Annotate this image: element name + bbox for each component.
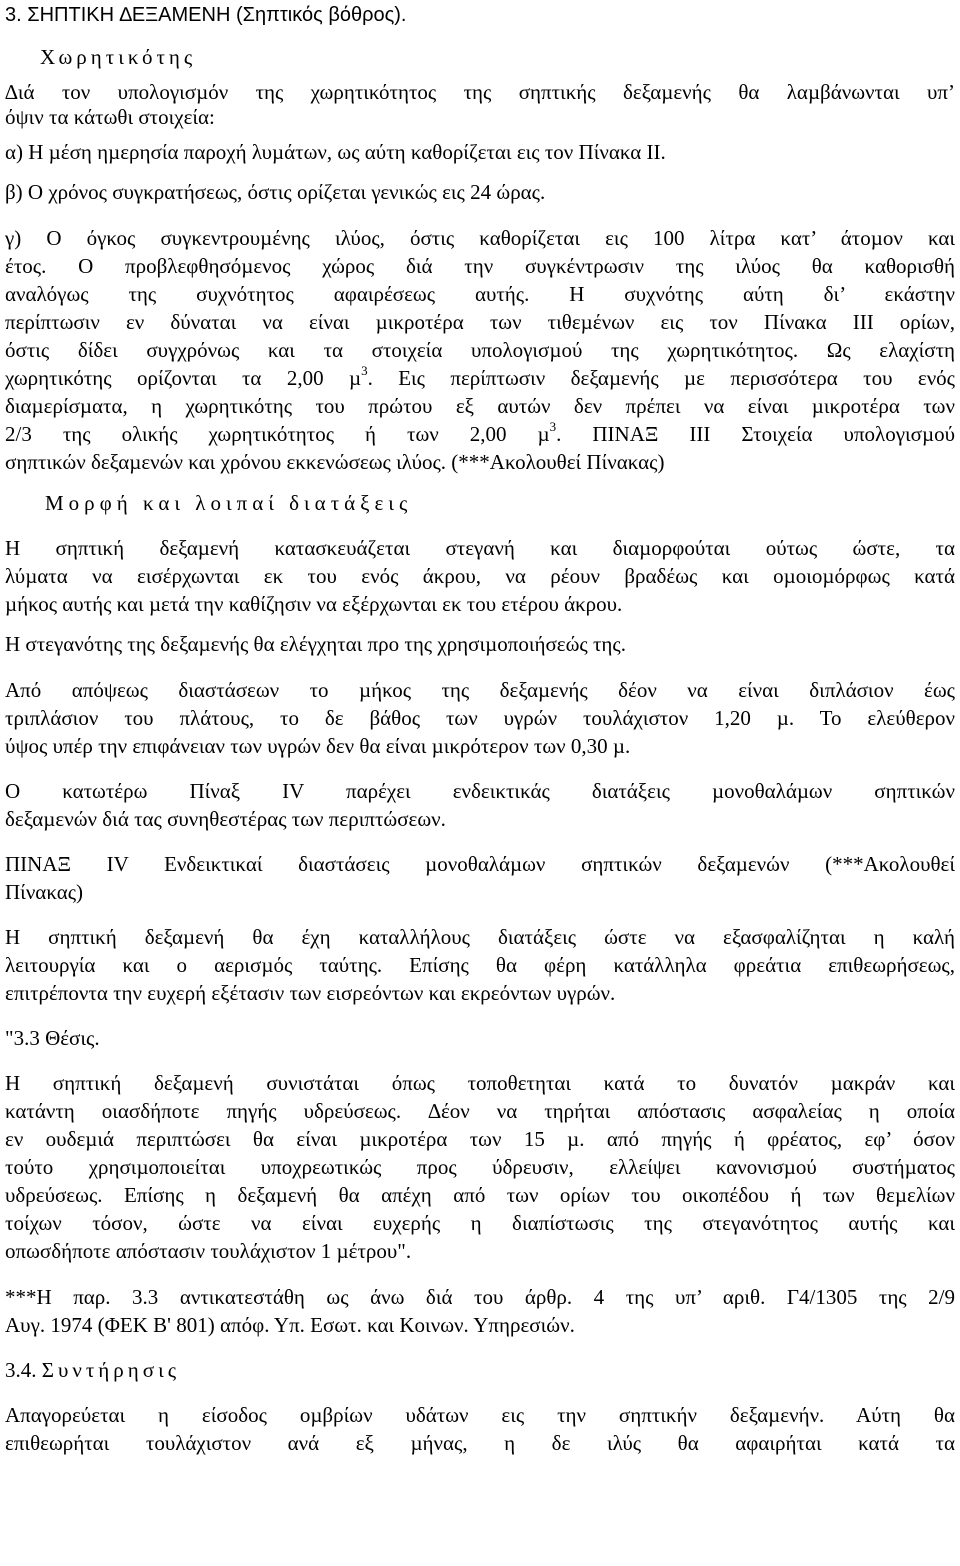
text-run: 2/3 της ολικής χωρητικότητος ή των 2,00 µ — [5, 422, 550, 446]
list-item-c-line: περίπτωσιν εν δύναται να είναι µικροτέρα των τιθεµένων εις τον Πίνακα ΙΙΙ ορίων, — [5, 310, 955, 334]
paragraph-line: όψιν τα κάτωθι στοιχεία: — [5, 105, 215, 129]
list-item-c-line: διαµερίσµατα, η χωρητικότης του πρώτου εξ αυτών δεν πρέπει να είναι µικροτέρα των — [5, 394, 955, 418]
paragraph-line: Η στεγανότης της δεξαµενής θα ελέγχηται προ της χρησιµοποιήσεώς της. — [5, 632, 626, 656]
list-item-c-line: έτος. Ο προβλεφθησόµενος χώρος διά την συγκέντρωσιν της ιλύος θα καθορισθή — [5, 254, 955, 278]
paragraph-line: µήκος αυτής και µετά την καθίζησιν να εξέρχωνται εκ του ετέρου άκρου. — [5, 592, 623, 616]
paragraph-line: Η σηπτική δεξαµενή συνιστάται όπως τοποθετηται κατά το δυνατόν µακράν και — [5, 1071, 955, 1095]
paragraph-line: δεξαµενών διά τας συνηθεστέρας των περιπτώσεων. — [5, 807, 446, 831]
table-caption-line: ΠΙΝΑΞ ΙV Ενδεικτικαί διαστάσεις µονοθαλάµων σηπτικών δεξαµενών (***Ακολουθεί — [5, 852, 955, 876]
list-item-a: α) Η µέση ηµερησία παροχή λυµάτων, ως αύτη καθορίζεται εις τον Πίνακα ΙΙ. — [5, 140, 666, 164]
maintenance-heading — [5, 1357, 955, 1383]
superscript: 3 — [549, 419, 557, 434]
paragraph-line: ∆ιά τον υπολογισµόν της χωρητικότητος της σηπτικής δεξαµενής θα λαµβάνωνται υπ’ — [5, 80, 955, 104]
paragraph-line: Ο κατωτέρω Πίναξ ΙV παρέχει ενδεικτικάς διατάξεις µονοθαλάµων σηπτικών — [5, 779, 955, 803]
text-run: χωρητικότης ορίζονται τα 2,00 µ — [5, 366, 362, 390]
maintenance-title: Συντήρησις — [41, 1358, 181, 1382]
paragraph-line: εν ουδεµιά περιπτώσει θα είναι µικροτέρα των 15 µ. από πηγής ή φρέατος, εφ’ όσον — [5, 1127, 955, 1151]
list-item-b: β) Ο χρόνος συγκρατήσεως, όστις ορίζεται γενικώς εις 24 ώρας. — [5, 180, 546, 204]
paragraph-line: κατάντη οιασδήποτε πηγής υδρεύσεως. ∆έον να τηρήται απόστασις ασφαλείας η οποία — [5, 1099, 955, 1123]
paragraph-line: επιτρέποντα την ευχερή εξέτασιν των εισρεόντων και εκρεόντων υγρών. — [5, 981, 616, 1005]
paragraph-line: λειτουργία και ο αερισµός ταύτης. Επίσης θα φέρη κατάλληλα φρεάτια επιθεωρήσεως, — [5, 953, 955, 977]
list-item-c-line — [5, 421, 955, 447]
paragraph-line: Απαγορεύεται η είσοδος οµβρίων υδάτων εις την σηπτικήν δεξαµενήν. Αύτη θα — [5, 1403, 955, 1427]
paragraph-line: τοίχων τόσον, ώστε να είναι ευχερής η διαπίστωσις της στεγανότητος αυτής και — [5, 1211, 955, 1235]
capacity-title: Χωρητικότης — [40, 45, 197, 69]
paragraph-line: επιθεωρήται τουλάχιστον ανά εξ µήνας, η δε ιλύς θα αφαιρήται κατά τα — [5, 1431, 955, 1455]
list-item-c-line: γ) Ο όγκος συγκεντρουµένης ιλύος, όστις καθορίζεται εις 100 λίτρα κατ’ άτοµον και — [5, 226, 955, 250]
paragraph-line: οπωσδήποτε απόστασιν τουλάχιστον 1 µέτρου". — [5, 1239, 412, 1263]
paragraph-line: υδρεύσεως. Επίσης η δεξαµενή θα απέχη από των ορίων του οικοπέδου ή των θεµελίων — [5, 1183, 955, 1207]
form-title: Μορφή και λοιπαί διατάξεις — [45, 491, 413, 515]
amendment-note: Αυγ. 1974 (ΦΕΚ Β' 801) απόφ. Υπ. Εσωτ. και Κοινων. Υπηρεσιών. — [5, 1313, 575, 1337]
paragraph-line: Η σηπτική δεξαµενή θα έχη καταλλήλους διατάξεις ώστε να εξασφαλίζηται η καλή — [5, 925, 955, 949]
position-heading: "3.3 Θέσις. — [5, 1026, 100, 1050]
paragraph-line: τριπλάσιον του πλάτους, το δε βάθος των υγρών τουλάχιστον 1,20 µ. Το ελεύθερον — [5, 706, 955, 730]
list-item-c-line: αναλόγως της συχνότητος αφαιρέσεως αυτής. Η συχνότης αύτη δι’ εκάστην — [5, 282, 955, 306]
section-number: 3.4. — [5, 1358, 37, 1382]
paragraph-line: λύµατα να εισέρχωνται εκ του ενός άκρου, να ρέουν βραδέως και οµοιοµόρφως κατά — [5, 564, 955, 588]
list-item-c-line: όστις δίδει συγχρόνως και τα στοιχεία υπολογισµού της χωρητικότητος. Ως ελαχίστη — [5, 338, 955, 362]
text-run: . ΠΙΝΑΞ ΙΙΙ Στοιχεία υπολογισµού — [556, 422, 955, 446]
text-run: . Εις περίπτωσιν δεξαµενής µε περισσότερα του ενός — [367, 366, 956, 390]
table-caption-line: Πίνακας) — [5, 880, 84, 904]
superscript: 3 — [361, 363, 368, 378]
paragraph-line: ύψος υπέρ την επιφάνειαν των υγρών δεν θα είναι µικρότερον των 0,30 µ. — [5, 734, 631, 758]
amendment-note: ***Η παρ. 3.3 αντικατεστάθη ως άνω διά του άρθρ. 4 της υπ’ αριθ. Γ4/1305 της 2/9 — [5, 1285, 955, 1309]
paragraph-line: τούτο χρησιµοποιείται υποχρεωτικώς προς ύδρευσιν, ελλείψει κανονισµού συστήµατος — [5, 1155, 955, 1179]
list-item-c-line: σηπτικών δεξαµενών και χρόνου εκκενώσεως ιλύος. (***Ακολουθεί Πίνακας) — [5, 450, 665, 474]
paragraph-line: Από απόψεως διαστάσεων το µήκος της δεξαµενής δέον να είναι διπλάσιον έως — [5, 678, 955, 702]
paragraph-line: Η σηπτική δεξαµενή κατασκευάζεται στεγανή και διαµορφούται ούτως ώστε, τα — [5, 536, 955, 560]
section-heading: 3. ΣΗΠΤΙΚΗ ∆ΕΞΑΜΕΝΗ (Σηπτικός βόθρος). — [5, 4, 407, 26]
list-item-c-line — [5, 365, 955, 391]
